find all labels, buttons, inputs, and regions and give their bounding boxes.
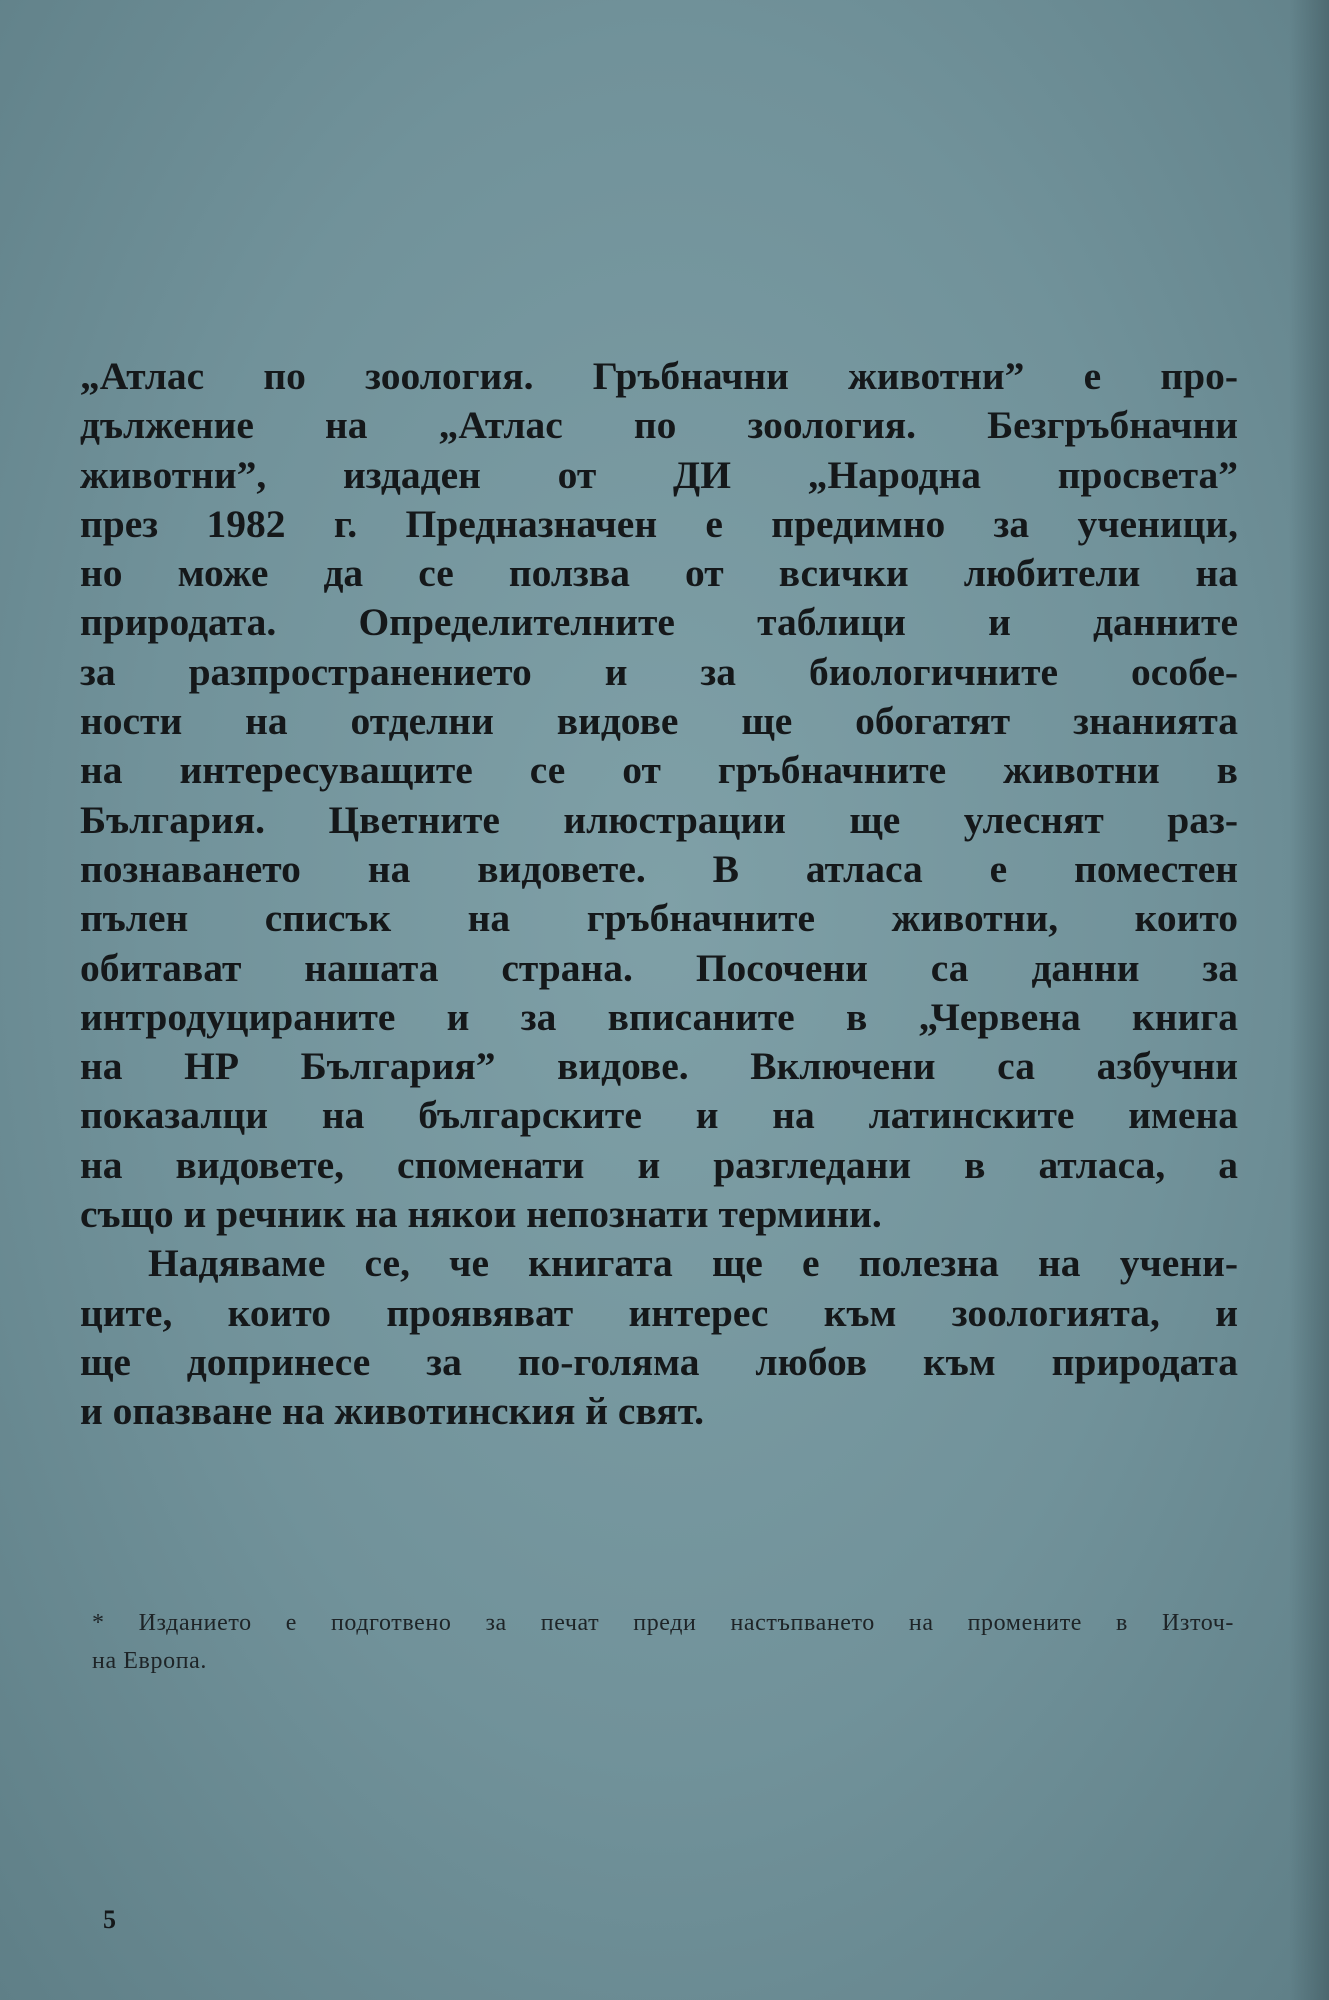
footnote xyxy=(92,1604,1234,1680)
text-line: ности на отделни видове ще обогатят знанията xyxy=(80,699,1238,744)
text-line: на видовете, споменати и разгледани в атласа, а xyxy=(80,1142,1238,1187)
text-line: интродуцираните и за вписаните в „Червена книга xyxy=(80,994,1238,1039)
text-line: показалци на българските и на латинските имена xyxy=(80,1093,1238,1138)
text-line: природата. Определителните таблици и данните xyxy=(80,600,1238,645)
footnote-line: * Изданието е подготвено за печат преди настъпването на промените в Източ- xyxy=(92,1610,1234,1636)
page-number: 5 xyxy=(103,1905,116,1934)
text-line: също и речник на някои непознати термини. xyxy=(80,1192,882,1237)
text-line: познаването на видовете. В атласа е поместен xyxy=(80,846,1238,891)
text-line: за разпространението и за биологичните особе- xyxy=(80,649,1238,694)
text-line: ще допринесе за по-голяма любов към природата xyxy=(80,1339,1238,1384)
text-line: пълен списък на гръбначните животни, които xyxy=(80,896,1238,941)
text-line: на НР България” видове. Включени са азбучни xyxy=(80,1044,1238,1089)
body-text xyxy=(80,352,1238,1437)
text-line: дължение на „Атлас по зоология. Безгръбначни xyxy=(80,403,1238,448)
text-line: България. Цветните илюстрации ще улеснят раз- xyxy=(80,797,1238,842)
text-line: обитават нашата страна. Посочени са данни за xyxy=(80,945,1238,990)
text-line: животни”, издаден от ДИ „Народна просвета” xyxy=(80,452,1238,497)
text-line: „Атлас по зоология. Гръбначни животни” е про- xyxy=(80,354,1238,398)
text-line: и опазване на животинския й свят. xyxy=(80,1389,704,1434)
text-line: през 1982 г. Предназначен е предимно за ученици, xyxy=(80,501,1238,546)
text-line: Надяваме се, че книгата ще е полезна на учени- xyxy=(148,1241,1238,1286)
text-line: но може да се ползва от всички любители на xyxy=(80,551,1238,596)
text-line: на интересуващите се от гръбначните животни в xyxy=(80,748,1238,793)
text-line: ците, които проявяват интерес към зоологията, и xyxy=(80,1290,1238,1335)
footnote-line: на Европа. xyxy=(92,1648,207,1674)
